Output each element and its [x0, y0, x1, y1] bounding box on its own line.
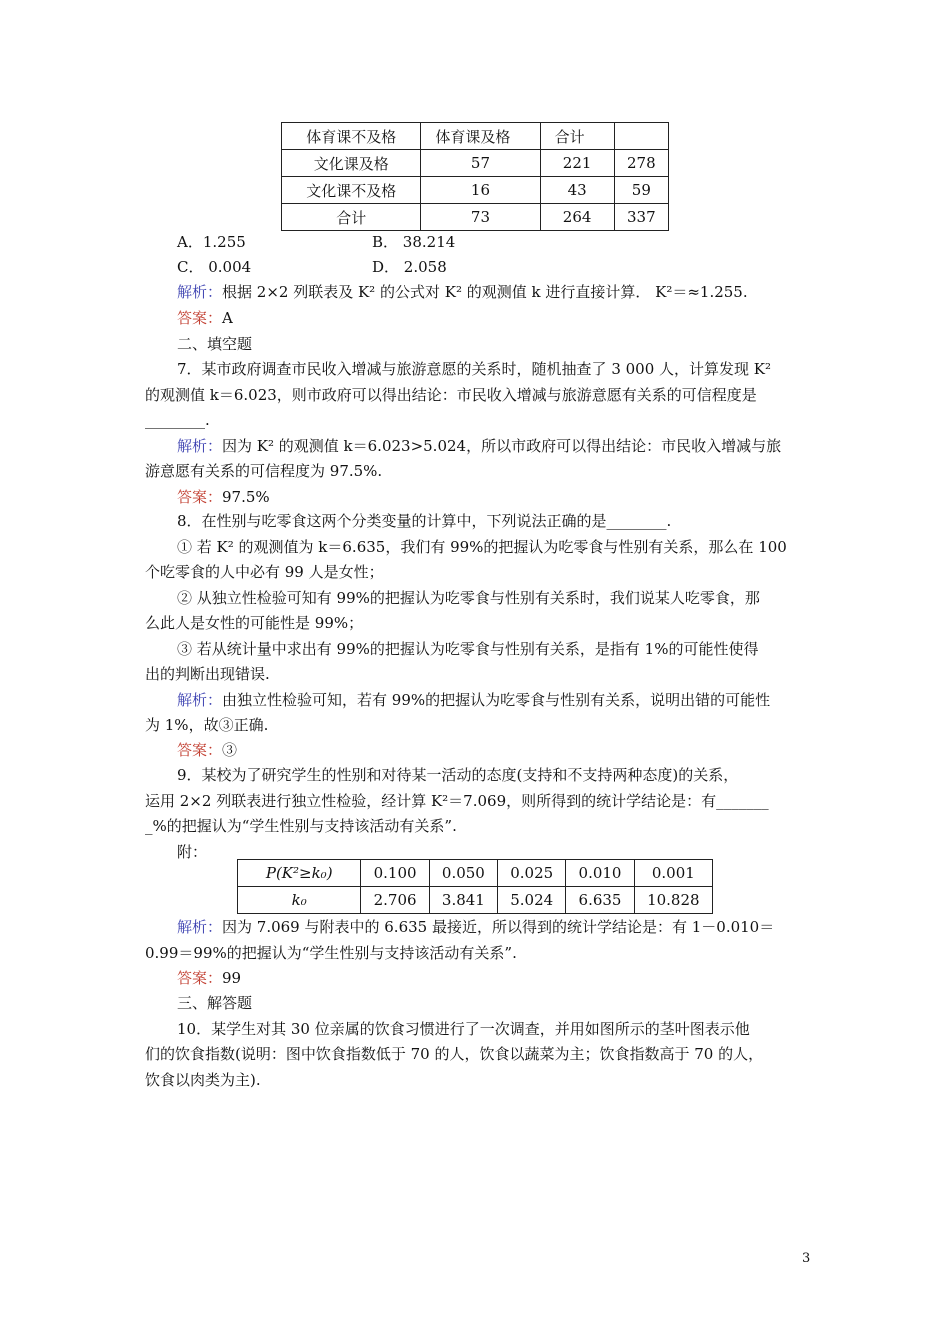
q8-line1: 8．在性别与吃零食这两个分类变量的计算中，下列说法正确的是________.	[177, 512, 672, 530]
section-heading-fill-in: 二、填空题	[177, 335, 253, 353]
table-cell: 体育课不及格	[282, 123, 421, 150]
table-row	[282, 150, 669, 177]
option-b: B． 38.214	[372, 233, 456, 251]
table-cell: 278	[614, 150, 668, 177]
analysis-label: 解析：	[177, 283, 223, 301]
table-cell: 337	[614, 204, 668, 231]
answer-label: 答案：	[177, 488, 223, 506]
table-cell: P(K²≥k₀)	[238, 860, 361, 887]
table-cell: 57	[421, 150, 540, 177]
contingency-table	[281, 122, 669, 231]
answer-text: 97.5%	[222, 488, 270, 506]
table-cell: 264	[540, 204, 614, 231]
q8-line3: 个吃零食的人中必有 99 人是女性；	[145, 563, 384, 581]
option-d: D． 2.058	[372, 258, 447, 276]
q9-line3: _%的把握认为“学生性别与支持该活动有关系”.	[145, 817, 457, 835]
table-cell: 合计	[540, 123, 614, 150]
table-cell: 文化课不及格	[282, 177, 421, 204]
table-cell: 3.841	[429, 887, 497, 914]
table-row	[282, 204, 669, 231]
analysis-label: 解析：	[177, 918, 223, 936]
q6-answer	[177, 311, 233, 326]
q10-line1: 10．某学生对其 30 位亲属的饮食习惯进行了一次调查，并用如图所示的茎叶图表示他	[177, 1020, 750, 1038]
q9-analysis-line2: 0.99＝99%的把握认为“学生性别与支持该活动有关系”.	[145, 944, 517, 962]
section-heading-solve: 三、解答题	[177, 994, 253, 1012]
q10-line3: 饮食以肉类为主).	[145, 1071, 261, 1089]
table-cell: 0.025	[498, 860, 566, 887]
q8-line7: 出的判断出现错误.	[145, 665, 270, 683]
answer-text: 99	[222, 969, 242, 987]
table-row	[238, 860, 713, 887]
analysis-text: 根据 2×2 列联表及 K² 的公式对 K² 的观测值 k 进行直接计算． K²＝≈1.255.	[222, 283, 748, 301]
q7-analysis-line2: 游意愿有关系的可信程度为 97.5%.	[145, 462, 383, 480]
table-cell: 0.050	[429, 860, 497, 887]
table-cell: 2.706	[361, 887, 429, 914]
table-cell: 文化课及格	[282, 150, 421, 177]
table-cell: 体育课及格	[421, 123, 540, 150]
table-cell	[614, 123, 668, 150]
q7-line3: ________.	[145, 411, 210, 429]
q8-analysis	[177, 693, 770, 708]
option-a: A．1.255	[177, 233, 246, 251]
analysis-label: 解析：	[177, 691, 223, 709]
table-cell: 0.100	[361, 860, 429, 887]
q8-analysis-line2: 为 1%，故③正确.	[145, 716, 269, 734]
q7-line1: 7．某市政府调查市民收入增减与旅游意愿的关系时，随机抽查了 3 000 人，计算发现 K²	[177, 360, 772, 378]
q9-line1: 9．某校为了研究学生的性别和对待某一活动的态度(支持和不支持两种态度)的关系，	[177, 766, 739, 784]
analysis-text: 因为 7.069 与附表中的 6.635 最接近，所以得到的统计学结论是：有 1－0.010＝	[222, 918, 775, 936]
q8-line5: 么此人是女性的可能性是 99%；	[145, 614, 364, 632]
table-cell: 0.001	[634, 860, 712, 887]
q8-answer	[177, 743, 237, 758]
table-cell: 221	[540, 150, 614, 177]
table-cell: 73	[421, 204, 540, 231]
answer-text: ③	[222, 741, 238, 759]
q9-line2: 运用 2×2 列联表进行独立性检验，经计算 K²＝7.069，则所得到的统计学结论是：有_______	[145, 792, 769, 810]
table-cell: 6.635	[566, 887, 634, 914]
q9-answer	[177, 971, 241, 986]
table-cell: k₀	[238, 887, 361, 914]
q7-analysis	[177, 439, 781, 454]
q9-appendix-label: 附：	[177, 843, 208, 861]
table-cell: 43	[540, 177, 614, 204]
page-number: 3	[802, 1251, 811, 1266]
answer-label: 答案：	[177, 741, 223, 759]
q6-analysis	[177, 285, 748, 300]
table-row	[238, 887, 713, 914]
answer-label: 答案：	[177, 309, 223, 327]
table-cell: 16	[421, 177, 540, 204]
answer-label: 答案：	[177, 969, 223, 987]
answer-text: A	[222, 309, 233, 327]
table-cell: 59	[614, 177, 668, 204]
q7-line2: 的观测值 k＝6.023，则市政府可以得出结论：市民收入增减与旅游意愿有关系的可信程度是	[145, 386, 757, 404]
q8-line2: ① 若 K² 的观测值为 k＝6.635，我们有 99%的把握认为吃零食与性别有关系，那么在 100	[177, 538, 787, 556]
analysis-text: 由独立性检验可知，若有 99%的把握认为吃零食与性别有关系，说明出错的可能性	[222, 691, 771, 709]
analysis-label: 解析：	[177, 437, 223, 455]
table-row	[282, 123, 669, 150]
q8-line4: ② 从独立性检验可知有 99%的把握认为吃零食与性别有关系时，我们说某人吃零食，那	[177, 589, 760, 607]
table-cell: 10.828	[634, 887, 712, 914]
table-cell: 5.024	[498, 887, 566, 914]
q7-answer	[177, 490, 270, 505]
q9-analysis	[177, 920, 774, 935]
option-c: C． 0.004	[177, 258, 252, 276]
analysis-text: 因为 K² 的观测值 k＝6.023>5.024，所以市政府可以得出结论：市民收入增减与旅	[222, 437, 782, 455]
q10-line2: 们的饮食指数(说明：图中饮食指数低于 70 的人，饮食以蔬菜为主；饮食指数高于 70 的人，	[145, 1045, 764, 1063]
table-cell: 合计	[282, 204, 421, 231]
q8-line6: ③ 若从统计量中求出有 99%的把握认为吃零食与性别有关系，是指有 1%的可能性使得	[177, 640, 759, 658]
critical-value-table	[237, 859, 713, 914]
table-cell: 0.010	[566, 860, 634, 887]
table-row	[282, 177, 669, 204]
